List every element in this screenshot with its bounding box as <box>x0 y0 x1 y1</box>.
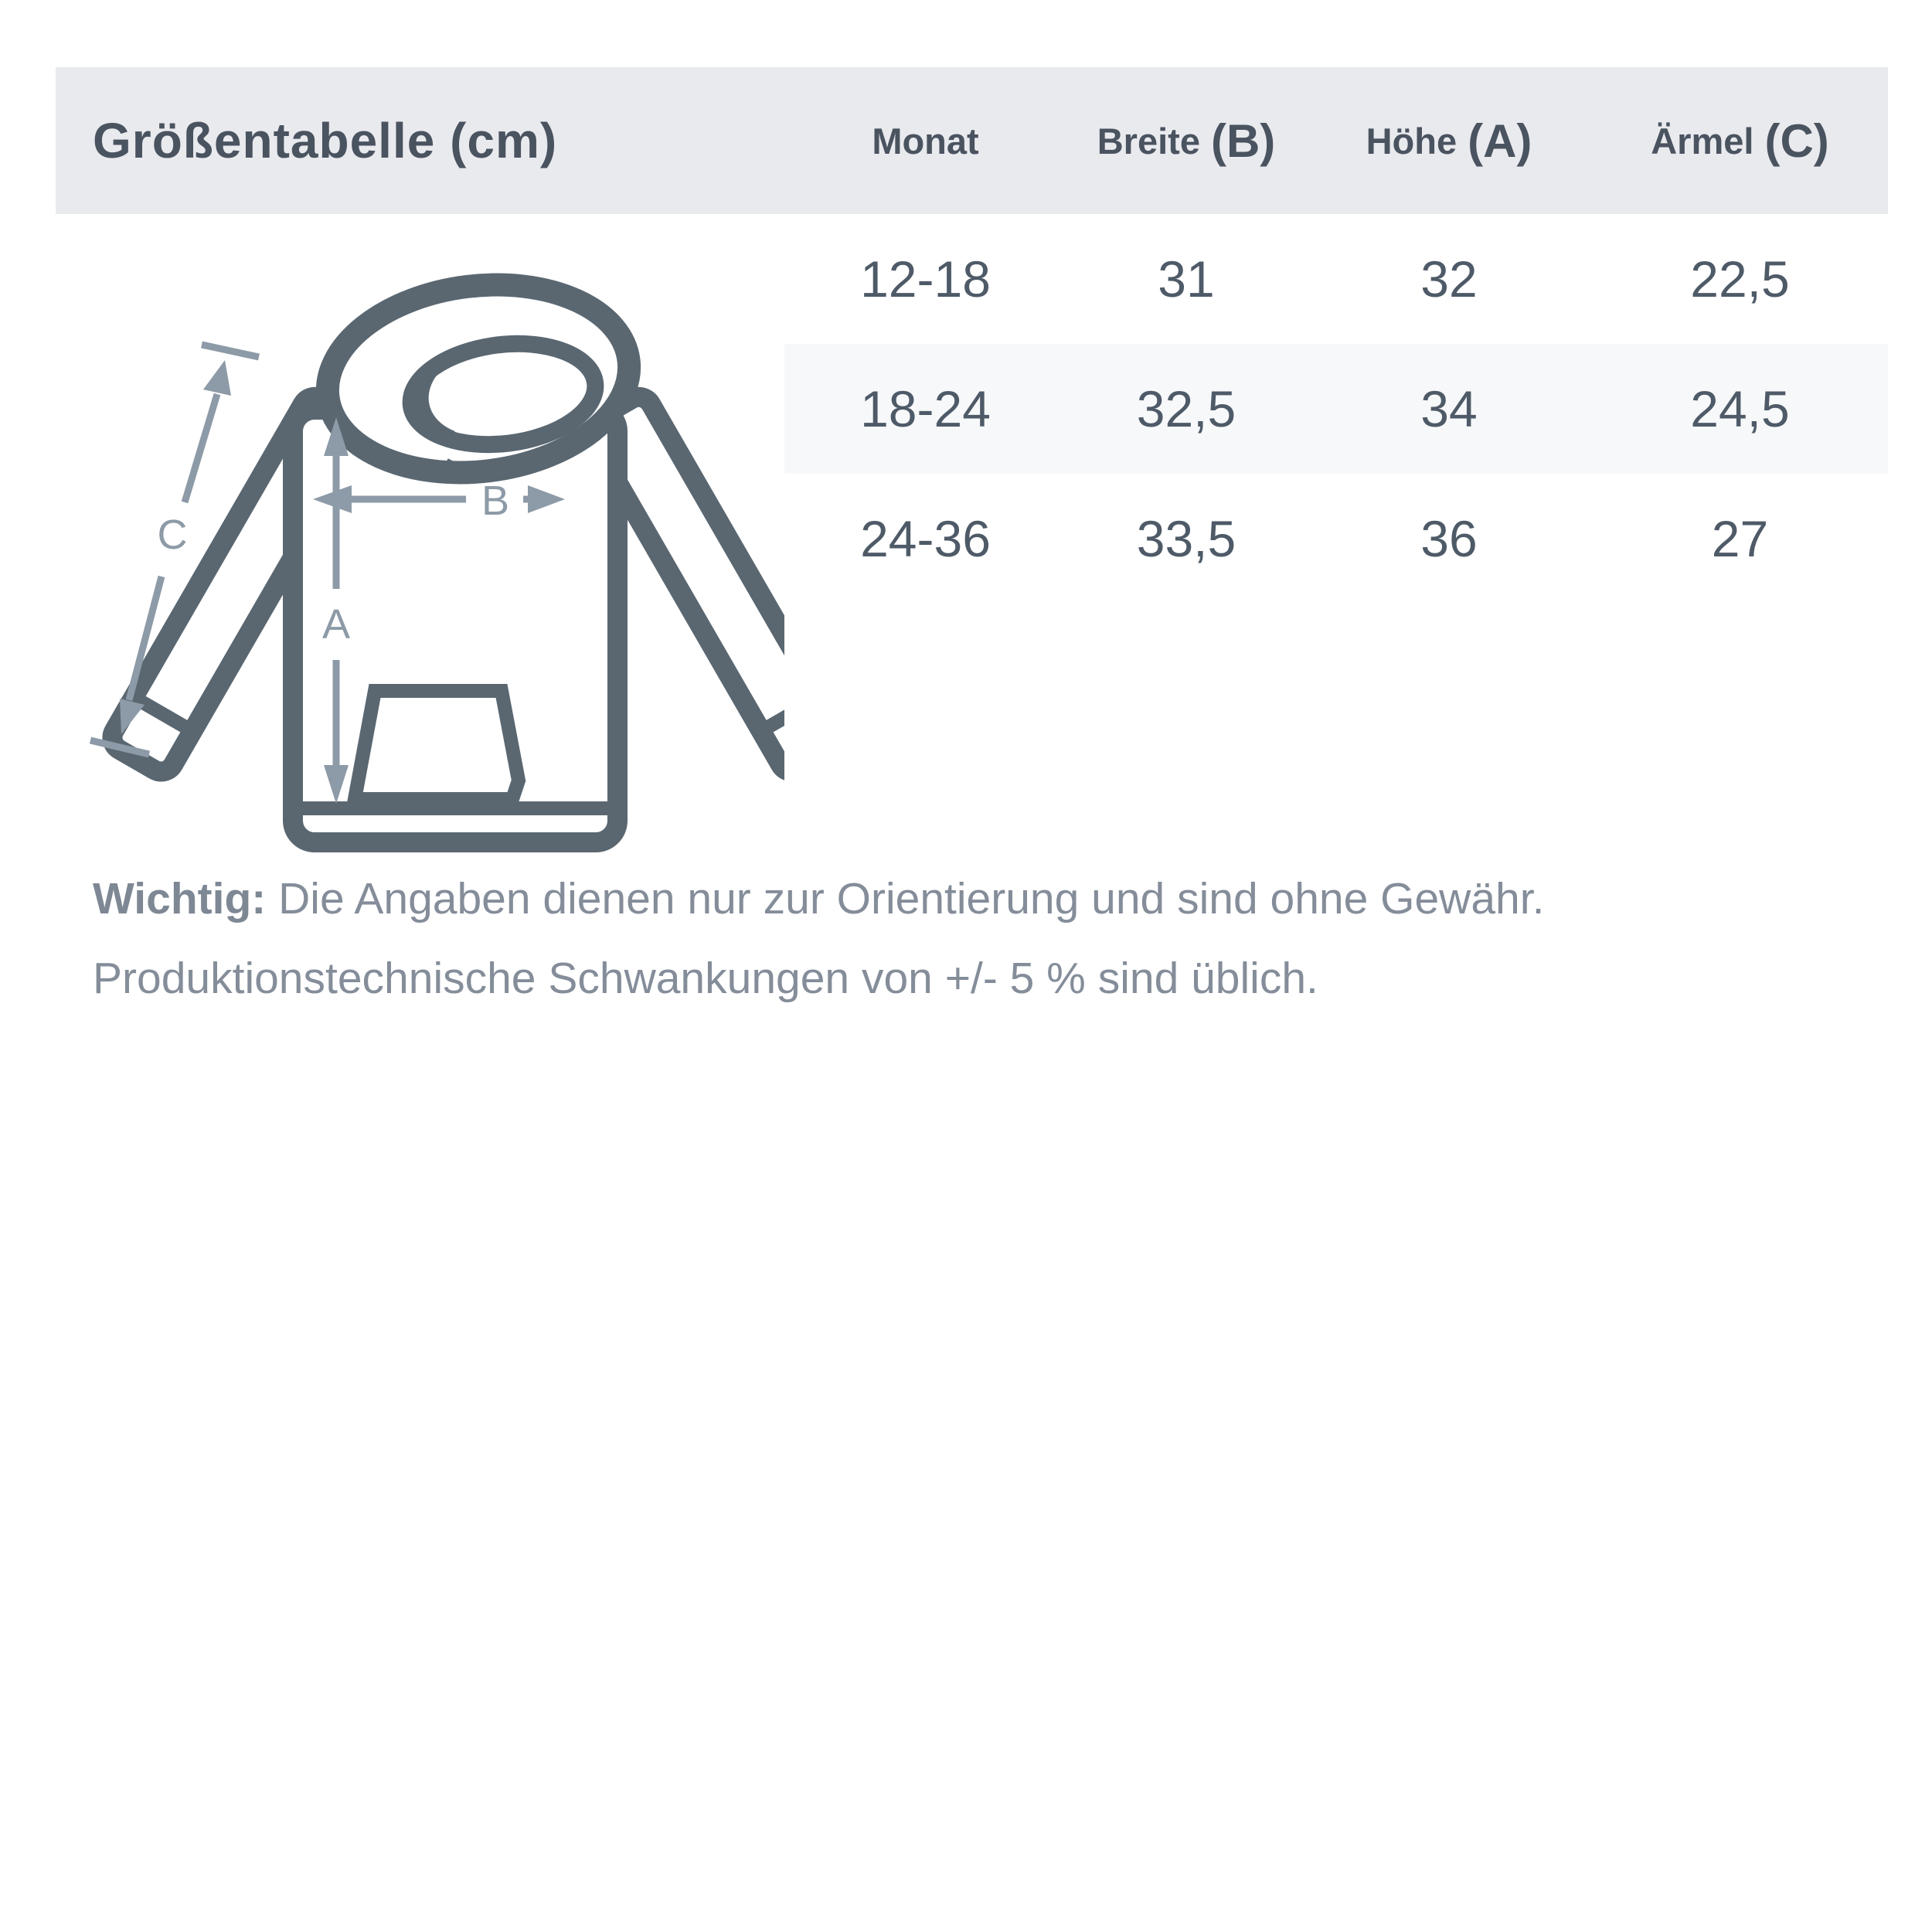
arrowhead-upright-icon <box>203 360 231 396</box>
table-row <box>784 474 1888 604</box>
column-header-aermel <box>1592 67 1888 214</box>
note-line-1 <box>93 859 1855 939</box>
cell-breite: 32,5 <box>1136 380 1236 437</box>
column-letter: (B) <box>1210 114 1276 167</box>
column-header-monat <box>784 67 1066 214</box>
note-text-2: Produktionstechnische Schwankungen von +/- 5 % sind üblich. <box>93 954 1318 1003</box>
label-b: B <box>481 478 510 524</box>
cell-monat: 24-36 <box>860 510 991 567</box>
label-c: C <box>157 512 188 558</box>
kangaroo-pocket <box>355 691 519 799</box>
cell-hoehe: 32 <box>1420 250 1478 308</box>
cell-hoehe: 36 <box>1420 510 1478 567</box>
column-word: Höhe <box>1366 120 1458 162</box>
cell-aermel: 27 <box>1711 510 1769 567</box>
column-header-breite <box>1066 67 1306 214</box>
page-title: Größentabelle (cm) <box>93 113 558 168</box>
cell-hoehe: 34 <box>1420 380 1478 437</box>
note-line-2 <box>93 939 1855 1019</box>
label-a: A <box>321 601 351 648</box>
cell-breite: 31 <box>1158 250 1215 308</box>
cell-breite: 33,5 <box>1136 510 1236 567</box>
table-row <box>784 344 1888 474</box>
column-letter: (A) <box>1468 114 1532 167</box>
header-bar <box>56 67 1888 214</box>
column-word: Monat <box>872 120 979 162</box>
cell-aermel: 24,5 <box>1690 380 1790 437</box>
cell-monat: 18-24 <box>860 380 991 437</box>
column-header-hoehe <box>1306 67 1592 214</box>
note-text-1: Die Angaben dienen nur zur Orientierung und sind ohne Gewähr. <box>278 874 1545 923</box>
column-word: Ärmel <box>1651 120 1754 162</box>
tick-top <box>202 345 259 357</box>
column-word: Breite <box>1097 120 1200 162</box>
cell-monat: 12-18 <box>860 250 991 308</box>
note-bold-prefix: Wichtig: <box>93 874 267 923</box>
table-row <box>784 214 1888 344</box>
hoodie-measurement-diagram <box>58 270 784 858</box>
disclaimer-note <box>93 859 1855 1019</box>
column-letter: (C) <box>1764 114 1829 167</box>
cell-aermel: 22,5 <box>1690 250 1790 308</box>
column-headers <box>784 67 1888 214</box>
